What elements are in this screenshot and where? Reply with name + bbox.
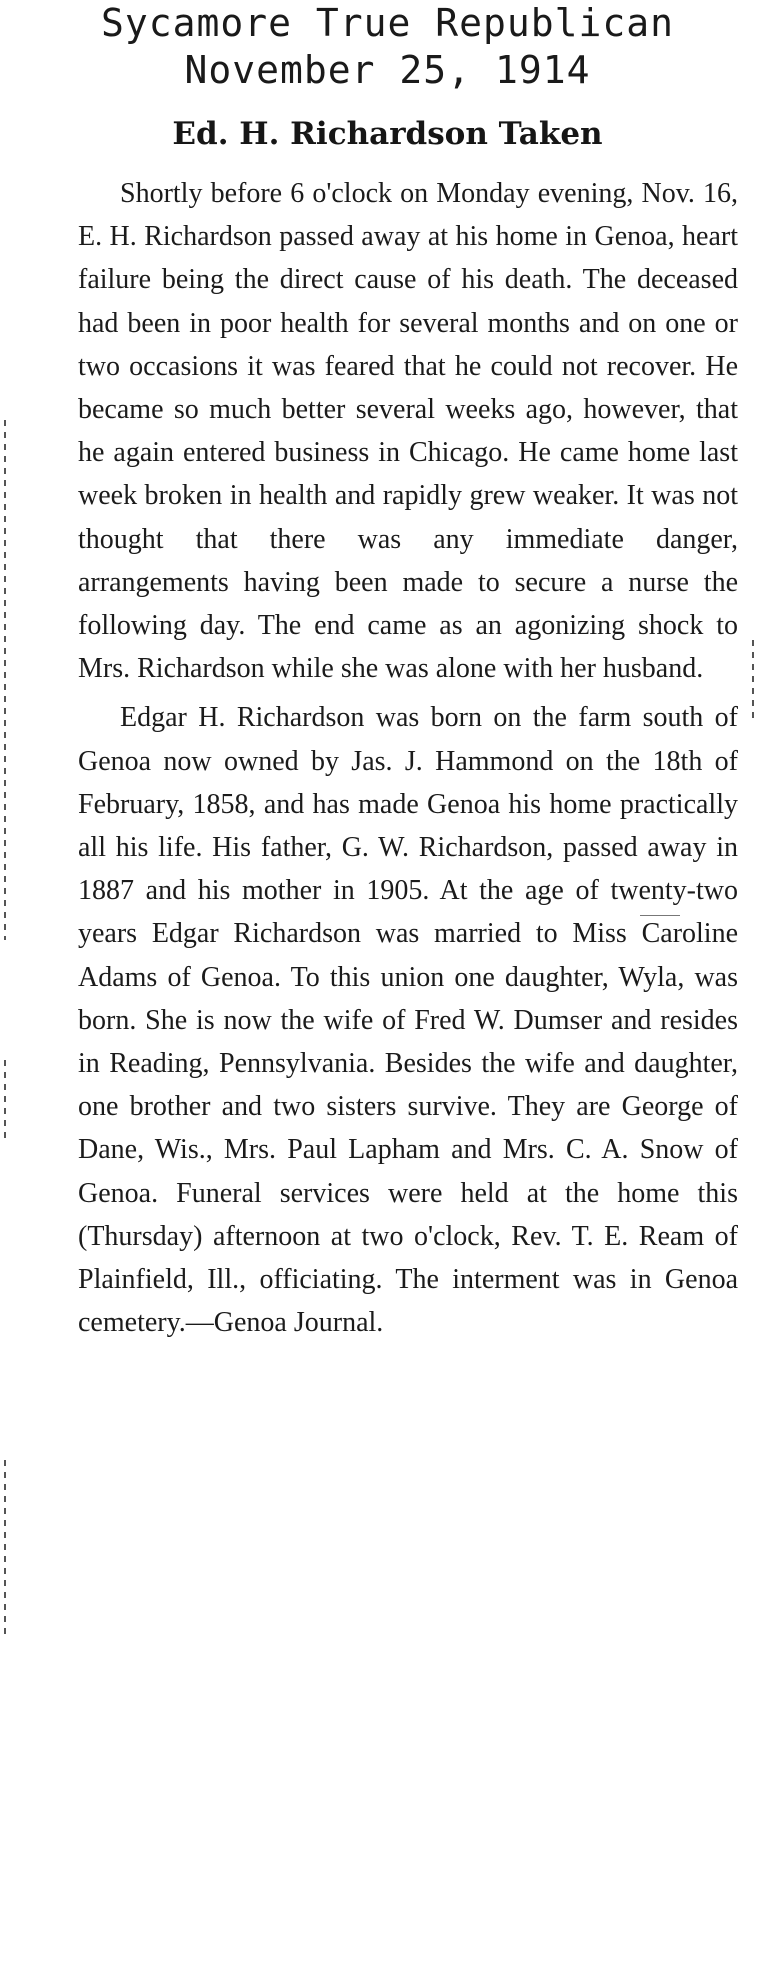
right-edge-scan-mark: [752, 640, 754, 720]
masthead: [0, 0, 775, 92]
left-edge-scan-mark: [4, 1060, 6, 1140]
publication-date: November 25, 1914: [184, 48, 591, 92]
article-paragraph: Shortly before 6 o'clock on Monday evening, Nov. 16, E. H. Richardson passed away at his home in Genoa, heart failure being the direct cause of his death. The deceased had been in poor health for several months and on one or two occasions it was feared that he could not recover. He became so much better several weeks ago, however, that he again entered business in Chicago. He came home last week broken in health and rapidly grew weaker. It was not thought that there was any immediate danger, arrangements having been made to secure a nurse the following day. The end came as an agonizing shock to Mrs. Richardson while she was alone with her husband.: [78, 178, 738, 685]
article-paragraph: Edgar H. Richardson was born on the farm south of Genoa now owned by Jas. J. Hammond on the 18th of February, 1858, and has made Genoa his home practically all his life. His father, G. W. Richardson, passed away in 1887 and his mother in 1905. At the age of twenty-two years Edgar Richardson was married to Miss Caroline Adams of Genoa. To this union one daughter, Wyla, was born. She is now the wife of Fred W. Dumser and resides in Reading, Pennsylvania. Besides the wife and daughter, one brother and two sisters survive. They are George of Dane, Wis., Mrs. Paul Lapham and Mrs. C. A. Snow of Genoa. Funeral services were held at the home this (Thursday) afternoon at two o'clock, Rev. T. E. Ream of Plainfield, Ill., officiating. The interment was in Genoa cemetery.—Genoa Journal.: [78, 702, 738, 1339]
left-edge-scan-mark: [4, 1460, 6, 1640]
article-headline: Ed. H. Richardson Taken: [172, 116, 603, 152]
article-body: [78, 172, 738, 1344]
left-edge-scan-mark: [4, 420, 6, 940]
newspaper-name: Sycamore True Republican: [100, 1, 675, 45]
column-cut-line: [640, 915, 680, 916]
